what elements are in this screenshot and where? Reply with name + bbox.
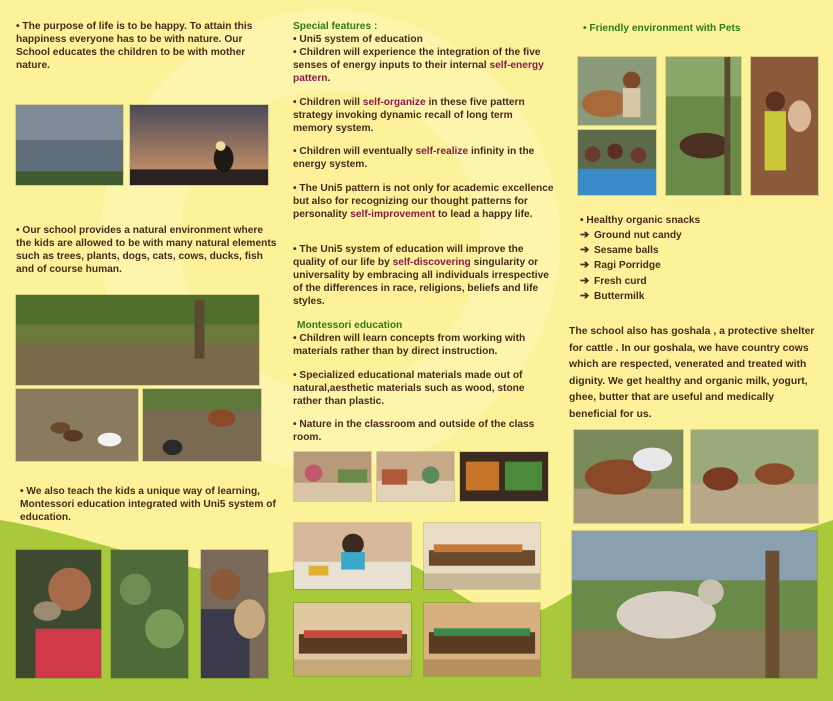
bull-photo bbox=[571, 530, 818, 679]
feature-point-3: • Children will eventually self-realize infinity in the energy system. bbox=[293, 146, 535, 170]
snacks-list bbox=[580, 229, 820, 303]
kids-group-photo bbox=[577, 129, 657, 196]
uni5-item: • Uni5 system of education bbox=[293, 34, 423, 45]
lake-photo bbox=[15, 104, 124, 186]
arrow-icon: ➔ bbox=[580, 229, 590, 241]
plants-photo bbox=[110, 549, 189, 679]
child-learning-photo bbox=[293, 522, 412, 590]
materials-tray-photo bbox=[459, 451, 549, 502]
feature-point-5: • The Uni5 system of education will improve the quality of our life by self-discovering singularity or universality by embracing all individuals irrespective of the differences in race, religions, beliefs and life styles. bbox=[293, 244, 549, 307]
col1-natural-env: • Our school provides a natural environment where the kids are allowed to be with many natural elements such as trees, plants, dogs, cats, cows, ducks, fish and of course human. bbox=[16, 225, 277, 275]
shelves-photo-3 bbox=[423, 602, 541, 677]
pets-heading: • Friendly environment with Pets bbox=[583, 23, 741, 34]
list-item: ➔ Sesame balls bbox=[580, 244, 659, 257]
montessori-point-2: • Specialized educational materials made out of natural,aesthetic materials such as wood, stone rather than plastic. bbox=[293, 370, 525, 407]
arrow-icon: ➔ bbox=[580, 289, 590, 302]
arrow-icon: ➔ bbox=[580, 244, 590, 257]
col1-montessori-note: • We also teach the kids a unique way of learning, Montessori education integrated with Uni5 system of education. bbox=[20, 486, 276, 523]
shelves-photo-1 bbox=[423, 522, 541, 590]
snacks-section bbox=[580, 214, 820, 305]
arrow-icon: ➔ bbox=[580, 274, 590, 287]
classroom-photo-1 bbox=[293, 451, 372, 502]
goshala-paragraph: The school also has goshala , a protective shelter for cattle . In our goshala, we have country cows which are respected, venerated and treated with dignity. We get healthy and organic milk, yogurt, ghee, butter that are useful and medically beneficial for us. bbox=[569, 326, 815, 420]
feature-point-2: • Children will self-organize in these five pattern strategy invoking dynamic recall of long term memory system. bbox=[293, 97, 525, 134]
col1-intro: • The purpose of life is to be happy. To attain this happiness everyone has to be with nature. Our School educates the children to be with mother nature. bbox=[16, 21, 253, 71]
montessori-point-1: • Children will learn concepts from working with materials rather than by direct instruction. bbox=[293, 333, 526, 357]
special-features-heading: Special features : bbox=[293, 21, 378, 32]
ducks-photo bbox=[15, 388, 139, 462]
arrow-icon: ➔ bbox=[580, 259, 590, 272]
goats-photo bbox=[142, 388, 262, 462]
cattle-herd-photo bbox=[690, 429, 819, 524]
feature-point-4: • The Uni5 pattern is not only for academic excellence but also for recognizing our thought patterns for personality self-improvement to lead a happy life. bbox=[293, 183, 554, 220]
montessori-heading: Montessori education bbox=[297, 320, 403, 331]
list-item: ➔ Ragi Porridge bbox=[580, 259, 661, 272]
feature-point-1: • Children will experience the integration of the five senses of energy inputs to their internal self-energy pattern. bbox=[293, 47, 544, 84]
girl-with-goat-photo bbox=[750, 56, 819, 196]
classroom-photo-2 bbox=[376, 451, 455, 502]
boy-with-calf-photo bbox=[577, 56, 657, 126]
garden-photo bbox=[15, 294, 260, 386]
list-item: ➔ Fresh curd bbox=[580, 274, 647, 287]
list-item: ➔ Buttermilk bbox=[580, 289, 645, 302]
calves-photo bbox=[573, 429, 684, 524]
list-item: ➔ Ground nut candy bbox=[580, 229, 682, 241]
sunset-hand-photo bbox=[129, 104, 269, 186]
cow-in-shed-photo bbox=[665, 56, 742, 196]
woman-with-cat-photo bbox=[15, 549, 102, 679]
snacks-heading: • Healthy organic snacks bbox=[580, 215, 701, 226]
montessori-point-3: • Nature in the classroom and outside of the class room. bbox=[293, 419, 535, 443]
man-with-dog-photo bbox=[200, 549, 269, 679]
shelves-photo-2 bbox=[293, 602, 412, 677]
